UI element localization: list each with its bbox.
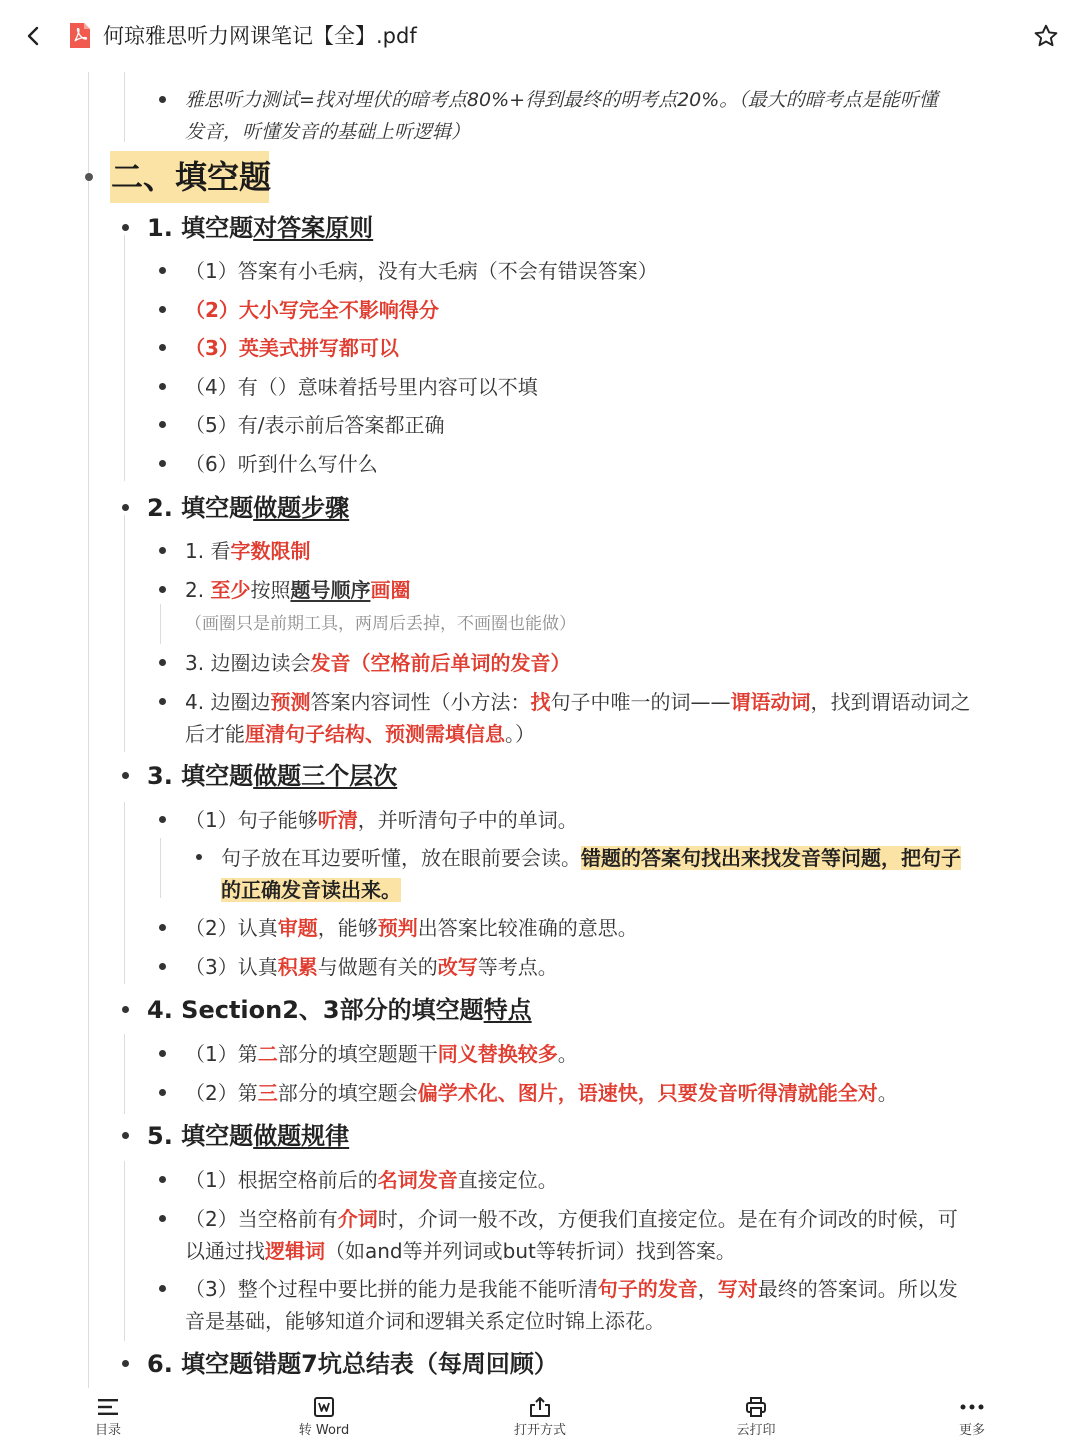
list-bullet bbox=[159, 816, 166, 823]
list-bullet bbox=[122, 1132, 129, 1139]
heading-three-levels: 3. 填空题做题三个层次 bbox=[147, 762, 398, 790]
heading-steps: 2. 填空题做题步骤 bbox=[147, 494, 350, 522]
heading-mistakes-table: 6. 填空题错题7坑总结表（每周回顾） bbox=[147, 1350, 558, 1378]
list-bullet bbox=[159, 460, 166, 467]
list-bullet bbox=[159, 1285, 166, 1292]
list-bullet bbox=[122, 504, 129, 511]
more-label: 更多 bbox=[958, 1423, 985, 1438]
note-text: （画圈只是前期工具，两周后丢掉，不画圈也能做） bbox=[185, 614, 576, 634]
list-bullet bbox=[159, 1050, 166, 1057]
outline-guide bbox=[124, 802, 125, 984]
share-icon bbox=[528, 1396, 552, 1418]
heading-section-features: 4. Section2、3部分的填空题特点 bbox=[147, 996, 532, 1024]
pdf-file-icon bbox=[68, 22, 92, 49]
cloud-print-label: 云打印 bbox=[736, 1423, 776, 1438]
outline-guide bbox=[124, 235, 125, 481]
outline-guide bbox=[124, 1034, 125, 1114]
convert-to-word-label: 转 Word bbox=[298, 1423, 350, 1438]
list-bullet bbox=[159, 659, 166, 666]
list-bullet bbox=[159, 924, 166, 931]
section-title: 二、填空题 bbox=[111, 158, 272, 196]
list-item-continued: 以通过找逻辑词（如and等并列词或but等转折词）找到答案。 bbox=[185, 1239, 736, 1263]
intro-line-2: 发音，听懂发音的基础上听逻辑） bbox=[185, 121, 471, 143]
outline-guide bbox=[124, 515, 125, 752]
list-item: 3. 边圈边读会发音（空格前后单词的发音） bbox=[185, 651, 571, 675]
list-item: （5）有/表示前后答案都正确 bbox=[185, 413, 445, 437]
list-bullet bbox=[159, 1089, 166, 1096]
list-item: （3）整个过程中要比拼的能力是我能不能听清句子的发音，写对最终的答案词。所以发 bbox=[185, 1277, 958, 1301]
favorite-button[interactable] bbox=[1026, 16, 1066, 56]
list-bullet bbox=[159, 586, 166, 593]
open-with-button[interactable] bbox=[490, 1388, 590, 1440]
list-item: （2）大小写完全不影响得分 bbox=[185, 298, 439, 322]
document-page[interactable] bbox=[0, 72, 1080, 1388]
heading-patterns: 5. 填空题做题规律 bbox=[147, 1122, 350, 1150]
convert-to-word-button[interactable] bbox=[274, 1388, 374, 1440]
list-bullet bbox=[122, 1006, 129, 1013]
list-item: （1）根据空格前后的名词发音直接定位。 bbox=[185, 1168, 558, 1192]
list-item: （3）英美式拼写都可以 bbox=[185, 336, 399, 360]
list-item: 4. 边圈边预测答案内容词性（小方法：找句子中唯一的词——谓语动词，找到谓语动词之 bbox=[185, 690, 971, 714]
list-bullet bbox=[85, 173, 93, 181]
toc-button[interactable] bbox=[58, 1388, 158, 1440]
list-bullet bbox=[159, 383, 166, 390]
outline-guide bbox=[124, 72, 125, 142]
heading-answer-principles: 1. 填空题对答案原则 bbox=[147, 214, 374, 242]
list-bullet bbox=[159, 547, 166, 554]
back-button[interactable] bbox=[14, 16, 54, 56]
list-item: （2）认真审题，能够预判出答案比较准确的意思。 bbox=[185, 916, 638, 940]
outline-guide bbox=[88, 72, 89, 1388]
printer-icon bbox=[744, 1396, 768, 1418]
outline-guide bbox=[160, 604, 161, 644]
star-icon bbox=[1033, 23, 1059, 49]
list-bullet bbox=[159, 96, 166, 103]
more-dots-icon bbox=[960, 1396, 984, 1418]
list-bullet bbox=[122, 772, 129, 779]
list-bullet bbox=[159, 421, 166, 428]
list-bullet bbox=[196, 854, 202, 860]
list-item: （2）当空格前有介词时，介词一般不改，方便我们直接定位。是在有介词改的时候，可 bbox=[185, 1207, 958, 1231]
back-arrow-icon bbox=[23, 25, 45, 47]
list-item: 1. 看字数限制 bbox=[185, 539, 311, 563]
list-icon bbox=[96, 1396, 120, 1418]
outline-guide bbox=[124, 1161, 125, 1341]
outline-guide bbox=[160, 838, 161, 898]
cloud-print-button[interactable] bbox=[706, 1388, 806, 1440]
list-item: （4）有（）意味着括号里内容可以不填 bbox=[185, 375, 538, 399]
list-bullet bbox=[159, 1215, 166, 1222]
document-title: 何琼雅思听力网课笔记【全】.pdf bbox=[103, 24, 417, 48]
list-bullet bbox=[159, 963, 166, 970]
open-with-label: 打开方式 bbox=[513, 1423, 566, 1438]
top-bar bbox=[0, 0, 1080, 72]
sub-list-item: 句子放在耳边要听懂，放在眼前要会读。错题的答案句找出来找发音等问题，把句子 bbox=[221, 846, 961, 870]
list-item: （1）第二部分的填空题题干同义替换较多。 bbox=[185, 1042, 578, 1066]
list-bullet bbox=[122, 1360, 129, 1367]
list-item-continued: 后才能厘清句子结构、预测需填信息。） bbox=[185, 722, 535, 746]
list-item: 2. 至少按照题号顺序画圈 bbox=[185, 578, 411, 602]
sub-list-item-continued: 的正确发音读出来。 bbox=[221, 878, 401, 902]
list-item: （2）第三部分的填空题会偏学术化、图片，语速快，只要发音听得清就能全对。 bbox=[185, 1081, 898, 1105]
bottom-toolbar bbox=[0, 1388, 1080, 1440]
list-item: （3）认真积累与做题有关的改写等考点。 bbox=[185, 955, 558, 979]
list-bullet bbox=[159, 698, 166, 705]
intro-line-1: 雅思听力测试=找对埋伏的暗考点80%+得到最终的明考点20%。（最大的暗考点是能听懂 bbox=[185, 89, 938, 111]
list-item-continued: 音是基础，能够知道介词和逻辑关系定位时锦上添花。 bbox=[185, 1309, 665, 1333]
more-button[interactable] bbox=[922, 1388, 1022, 1440]
list-bullet bbox=[159, 344, 166, 351]
list-bullet bbox=[159, 306, 166, 313]
list-bullet bbox=[159, 1176, 166, 1183]
toc-label: 目录 bbox=[94, 1423, 121, 1438]
word-document-icon bbox=[312, 1396, 336, 1418]
list-bullet bbox=[159, 267, 166, 274]
list-item: （1）答案有小毛病，没有大毛病（不会有错误答案） bbox=[185, 259, 658, 283]
list-item: （1）句子能够听清，并听清句子中的单词。 bbox=[185, 808, 578, 832]
list-item: （6）听到什么写什么 bbox=[185, 452, 378, 476]
list-bullet bbox=[122, 224, 129, 231]
